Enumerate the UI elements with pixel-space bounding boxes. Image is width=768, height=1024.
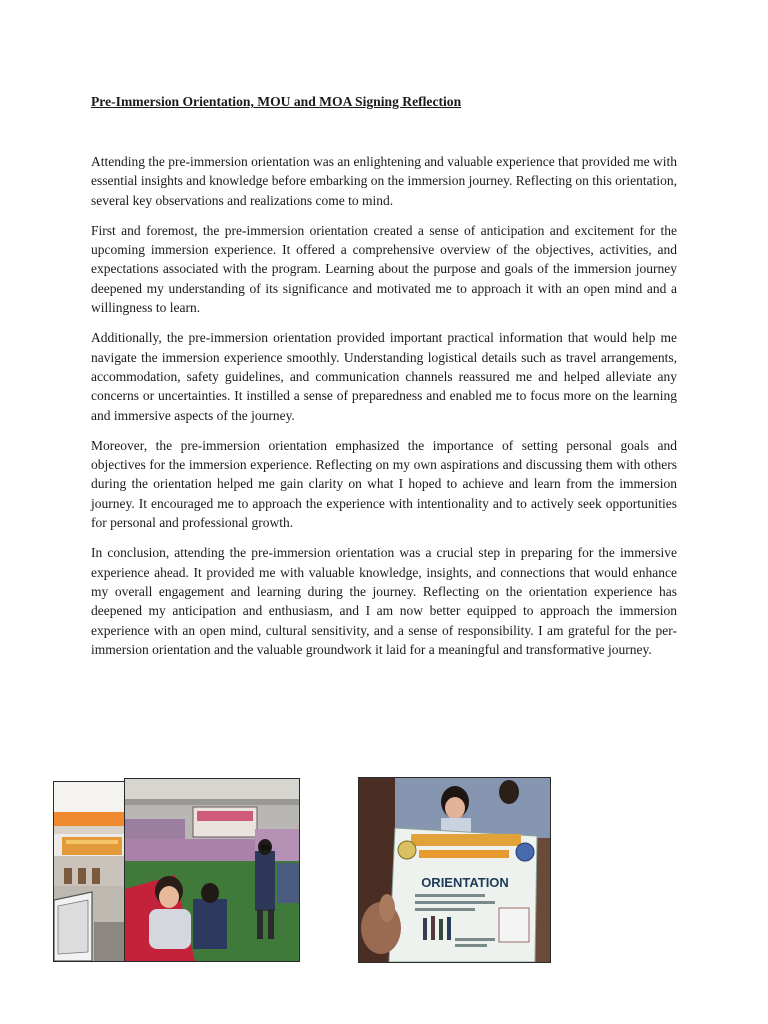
orientation-flyer-photo <box>358 777 551 963</box>
venue-interior-photo <box>53 781 130 962</box>
orientation-flyer-image <box>359 778 550 962</box>
paragraph-2: First and foremost, the pre-immersion orientation created a sense of anticipation and excitement for the upcoming immersion experience. It offered a comprehensive overview of the objectives, activities, and expectations associated with the program. Learning about the purpose and goals of the immersion journey deepened my understanding of its significance and motivated me to approach it with an open mind and a willingness to learn. <box>91 222 677 316</box>
students-hall-photo <box>124 778 300 962</box>
paragraph-3: Additionally, the pre-immersion orientation provided important practical information that would help me navigate the immersion experience smoothly. Understanding logistical details such as travel arrangements, accommodation, safety guidelines, and communication channels reassured me and helped alleviate any concerns or uncertainties. It instilled a sense of preparedness and enabled me to focus more on the learning and immersive aspects of the journey. <box>91 330 677 423</box>
flyer-heading: ORIENTATION <box>421 875 509 890</box>
venue-interior-image <box>54 782 129 961</box>
document-body <box>91 152 677 670</box>
document-title: Pre-Immersion Orientation, MOU and MOA Signing Reflection <box>91 94 462 109</box>
paragraph-5: In conclusion, attending the pre-immersion orientation was a crucial step in preparing for the immersive experience ahead. It provided me with valuable knowledge, insights, and connections that would enhance my overall engagement and learning during the journey. Reflecting on the orientation experience has deepened my anticipation and enthusiasm, and I am now better equipped to approach the immersion experience with an open mind, cultural sensitivity, and a sense of responsibility. I am grateful for the per-immersion orientation and the valuable groundwork it laid for a meaningful and transformative journey. <box>91 545 677 657</box>
paragraph-1: Attending the pre-immersion orientation was an enlightening and valuable experience that provided me with essential insights and knowledge before embarking on the immersion journey. Reflecting on this orientation, several key observations and realizations come to mind. <box>91 154 677 208</box>
paragraph-4: Moreover, the pre-immersion orientation emphasized the importance of setting personal goals and objectives for the immersion experience. Reflecting on my own aspirations and discussing them with others during the orientation helped me gain clarity on what I hoped to achieve and learn from the immersion journey. It encouraged me to approach the experience with intentionality and to actively seek opportunities for personal and professional growth. <box>91 437 677 531</box>
students-hall-image <box>125 779 299 961</box>
